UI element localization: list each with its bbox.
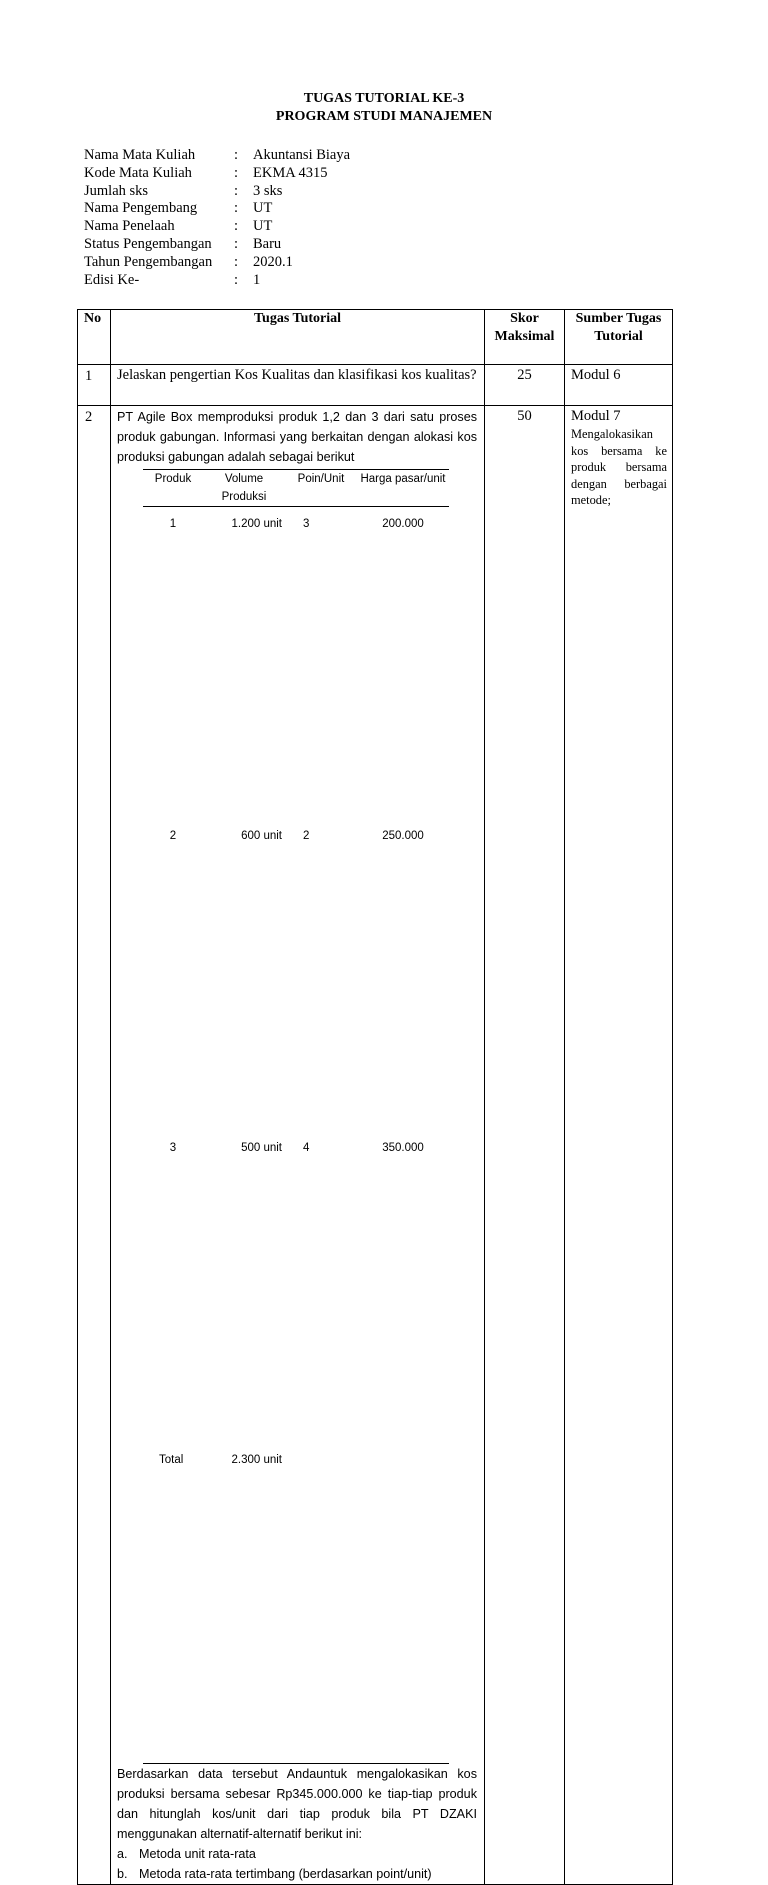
price-cell: 250.000 [382,830,424,842]
production-header-volume: Volume Produksi [203,470,285,507]
total-volume: 2.300 unit [203,1451,285,1764]
row-number: 2 [78,406,111,1885]
task-intro: PT Agile Box memproduksi produk 1,2 dan 3 dari satu proses produk gabungan. Informasi yang berkaitan dengan alokasi kos produksi gabungan adalah sebagai berikut [117,410,477,464]
info-value: 3 sks [253,182,283,199]
info-label: Status Pengembangan [84,235,212,252]
info-label: Kode Mata Kuliah [84,164,192,181]
source-cell [565,406,673,1885]
points-cell: 2 [303,830,310,842]
info-colon: : [234,147,239,163]
table-row [78,365,673,406]
option-item [117,1864,477,1884]
production-header-product: Produk [143,470,203,507]
info-colon: : [234,218,239,235]
info-value: 2020.1 [253,253,293,270]
price-cell: 200.000 [382,518,424,530]
info-value: EKMA 4315 [253,164,328,181]
max-score: 50 [485,406,565,1885]
volume-cell: 500 unit [241,1142,282,1154]
header-no: No [78,310,111,365]
option-text: Metoda unit rata-rata [139,1847,256,1861]
tutorial-task-table [77,309,673,1885]
info-value: Baru [253,235,282,252]
info-value: Akuntansi Biaya [253,147,351,163]
volume-cell: 600 unit [241,830,282,842]
max-score: 25 [485,365,565,406]
table-header-row [78,310,673,365]
info-row-course-code [84,165,350,183]
product-cell: 3 [169,1142,177,1154]
table-row [78,406,673,1885]
document-subtitle: PROGRAM STUDI MANAJEMEN [275,109,493,124]
option-marker: a. [117,1847,128,1861]
task-source: Modul 6 [565,365,673,406]
production-header-points: Poin/Unit [285,470,357,507]
option-text: Metoda rata-rata tertimbang (berdasarkan point/unit) [139,1867,432,1881]
header-source: Sumber Tugas Tutorial [565,310,673,365]
info-row-credits [84,183,350,201]
price-cell [357,1451,449,1764]
info-row-reviewer [84,218,350,236]
info-value: UT [253,200,273,217]
production-row [143,507,449,828]
production-header-price: Harga pasar/unit [357,470,449,507]
info-colon: : [234,253,239,270]
info-label: Nama Penelaah [84,218,175,235]
production-table [143,469,449,1764]
volume-cell: 1.200 unit [231,518,282,530]
info-colon: : [234,235,239,252]
info-colon: : [234,182,239,199]
info-row-developer [84,200,350,218]
task-source: Modul 7 [571,408,621,424]
points-cell: 4 [303,1142,310,1154]
production-row [143,1139,449,1451]
price-cell: 350.000 [382,1142,424,1154]
option-marker: b. [117,1867,128,1881]
header-score: Skor Maksimal [485,310,565,365]
info-row-edition [84,272,350,290]
info-label: Jumlah sks [84,182,149,199]
product-cell: 1 [169,518,177,530]
option-item [117,1844,477,1864]
info-value: 1 [253,271,261,288]
production-row [143,827,449,1139]
production-header-row [143,470,449,507]
info-colon: : [234,164,239,181]
info-label: Nama Pengembang [84,200,198,217]
header-task: Tugas Tutorial [111,310,485,365]
info-label: Edisi Ke- [84,271,140,288]
product-cell: 2 [169,830,177,842]
info-colon: : [234,271,239,288]
task-question: Berdasarkan data tersebut Andauntuk mengalokasikan kos produksi bersama sebesar Rp345.000.000 ke tiap-tiap produk dan hitunglah kos/unit dari tiap produk bila PT DZAKI menggunakan alternatif-alternatif berikut ini: [117,1767,477,1841]
info-row-course-name [84,147,350,165]
info-colon: : [234,200,239,217]
course-info [84,147,350,289]
points-cell [285,1451,357,1764]
task-source-detail: Mengalokasikan kos bersama ke produk bersama dengan berbagai metode; [571,427,667,507]
info-value: UT [253,218,273,235]
total-label: Total [143,1451,203,1764]
info-row-development-status [84,236,350,254]
document-title: TUGAS TUTORIAL KE-3 [303,91,465,106]
info-row-development-year [84,254,350,272]
info-label: Tahun Pengembangan [84,253,213,270]
production-total-row [143,1451,449,1764]
task-text: Jelaskan pengertian Kos Kualitas dan klasifikasi kos kualitas? [111,365,485,406]
task-cell [111,406,485,1885]
info-label: Nama Mata Kuliah [84,147,196,163]
points-cell: 3 [303,518,310,530]
row-number: 1 [78,365,111,406]
